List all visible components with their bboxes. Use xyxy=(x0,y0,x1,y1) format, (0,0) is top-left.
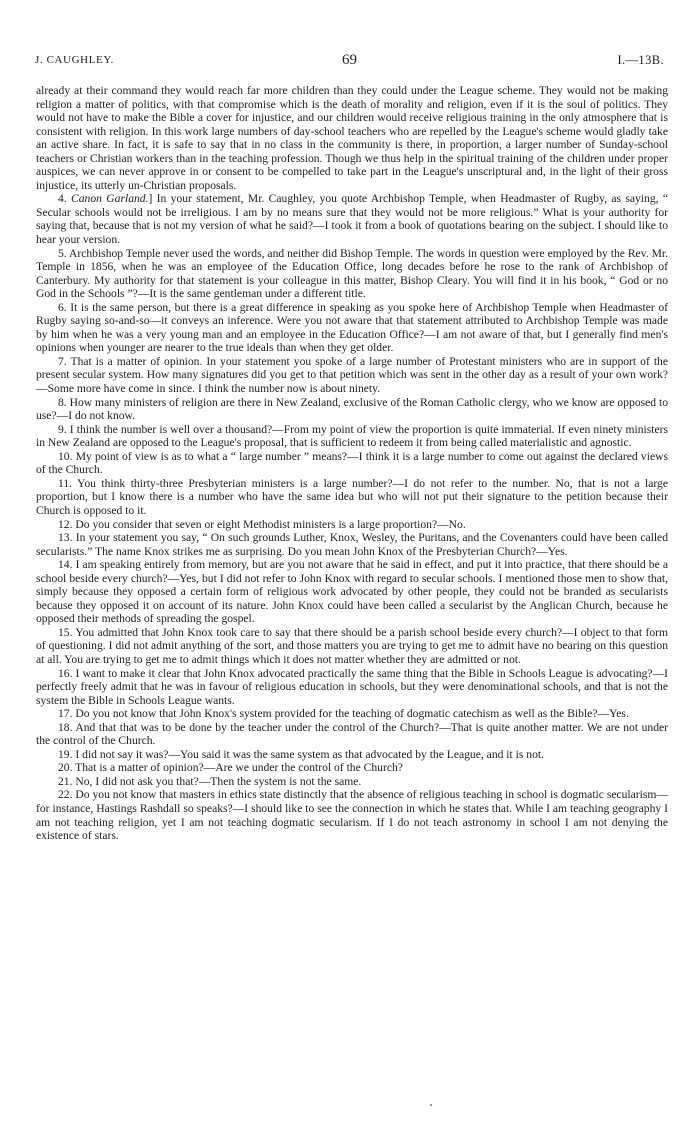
header-reference: I.—13B. xyxy=(617,53,664,67)
paragraph-text: ] In your statement, Mr. Caughley, you quote Archbishop Temple, when Headmaster of Rugby, as saying, “ Secular schools would not be irreligious. I am by no means sure that they would not be more religious.” What is your authority for saying that, because that is not my version of what he said?—I took it from a book of quotations bearing on the subject. I should like to hear your version. xyxy=(36,192,668,247)
header-page-number: 69 xyxy=(342,52,357,68)
paragraph: 10. My point of view is as to what a “ large number ” means?—I think it is a large number to come out against the declared views of the Church. xyxy=(36,449,668,477)
paragraph: 21. No, I did not ask you that?—Then the system is not the same. xyxy=(58,774,362,788)
paragraph: 22. Do you not know that masters in ethics state distinctly that the absence of religious teaching in school is dogmatic secularism—for instance, Hastings Rashdall so speaks?—I should like to see the connection in which he states that. While I am teaching geography I am not teaching religion, yet I am not teaching dogmatic secularism. If I do not teach astronomy in school I am not denying the existence of stars. xyxy=(36,788,668,843)
paragraph: 8. How many ministers of religion are there in New Zealand, exclusive of the Roman Catholic clergy, who we know are opposed to use?—I do not know. xyxy=(36,395,668,423)
paragraph: 17. Do you not know that John Knox's system provided for the teaching of dogmatic catechism as well as the Bible?—Yes. xyxy=(58,707,629,721)
paragraph: 20. That is a matter of opinion?—Are we under the control of the Church? xyxy=(58,761,403,775)
paragraph: 12. Do you consider that seven or eight Methodist ministers is a large proportion?—No. xyxy=(58,517,466,531)
document-body xyxy=(36,84,668,843)
paragraph: 7. That is a matter of opinion. In your statement you spoke of a large number of Protestant ministers who are in support of the present secular system. How many signatures did you get to that petition which was sent in the other day as a result of your own work?—Some more have come in since. I think the number now is about ninety. xyxy=(36,354,668,396)
stray-mark xyxy=(430,1104,432,1106)
paragraph xyxy=(36,192,668,246)
paragraph: 5. Archbishop Temple never used the words, and neither did Bishop Temple. The words in question were employed by the Rev. Mr. Temple in 1856, when he was an employee of the Education Office, long decades before he rose to the rank of Archbishop of Canterbury. My authority for that statement is your colleague in this matter, Bishop Cleary. You will find it in his book, “ God or no God in the Schools ”?—It is the same gentleman under a different title. xyxy=(36,246,668,301)
paragraph: already at their command they would reach far more children than they could under the League scheme. They would not be making religion a matter of politics, with that compromise which is the death of morality and religion, even if it is the soul of politics. They would not have to make the Bible a cover for injustice, and our children would receive religious training in the only atmosphere that is consistent with religion. In this work large numbers of day-school teachers who are repelled by the League's scheme would gladly take an active share. In fact, it is safe to say that in no class in the community is there, in proportion, a larger number of Sunday-school teachers or Christian workers than in the teaching profession. Though we thus help in the spiritual training of the children under proper auspices, we can never approve in or consent to be compelled to take part in the League's unscriptural and, in the light of their gross injustice, its utterly un-Christian proposals. xyxy=(36,84,668,192)
paragraph: 19. I did not say it was?—You said it was the same system as that advocated by the League, and it is not. xyxy=(58,747,544,761)
paragraph: 18. And that that was to be done by the teacher under the control of the Church?—That is quite another matter. We are not under the control of the Church. xyxy=(36,720,668,748)
header-author: J. CAUGHLEY. xyxy=(35,54,114,66)
paragraph: 13. In your statement you say, “ On such grounds Luther, Knox, Wesley, the Puritans, and the Covenanters could have been called secularists.” The name Knox strikes me as surprising. Do you mean John Knox of the Presbyterian Church?—Yes. xyxy=(36,531,668,558)
speaker-name: Canon Garland. xyxy=(71,192,149,206)
question-number: 4. xyxy=(58,192,72,206)
paragraph: 15. You admitted that John Knox took care to say that there should be a parish school beside every church?—I object to that form of questioning. I did not admit anything of the sort, and those matters you are trying to get me to admit have no bearing on this question at all. You are trying to get me to admit things which it does not matter whether they are admitted or not. xyxy=(36,625,668,666)
paragraph: 11. You think thirty-three Presbyterian ministers is a large number?—I do not refer to the number. No, that is not a large proportion, but I know there is a number who have the same idea but who will not put their signature to the petition because their Church is opposed to it. xyxy=(36,476,668,517)
paragraph: 6. It is the same person, but there is a great difference in speaking as you spoke here of Archbishop Temple when Headmaster of Rugby saying so-and-so—it conveys an inference. Were you not aware that that statement attributed to Archbishop Temple was made by him when he was a very young man and an employee in the Education Office?—I am not aware of that, but I generally find men's opinions when younger are nearer to the true ideals than when they get older. xyxy=(36,300,668,355)
page-header xyxy=(35,52,664,72)
paragraph: 16. I want to make it clear that John Knox advocated practically the same thing that the Bible in Schools League is advocating?—I perfectly freely admit that he was in favour of religious education in schools, but they were denominational schools, and that is not the system the Bible in Schools League wants. xyxy=(36,666,668,707)
paragraph: 14. I am speaking entirely from memory, but are you not aware that he said in effect, and put it into practice, that there should be a school beside every church?—Yes, but I did not refer to John Knox with regard to secular schools. I mentioned those men to show that, simply because they opposed a certain form of religious work advocated by other people, they could not be branded as secularists because they opposed it on account of its nature. John Knox could have been called a secularist by the Anglican Church, because he opposed their methods of spreading the gospel. xyxy=(36,558,668,626)
paragraph: 9. I think the number is well over a thousand?—From my point of view the proportion is quite immaterial. If even ninety ministers in New Zealand are opposed to the League's proposal, that is sufficient to redeem it from being called materialistic and agnostic. xyxy=(36,422,668,450)
